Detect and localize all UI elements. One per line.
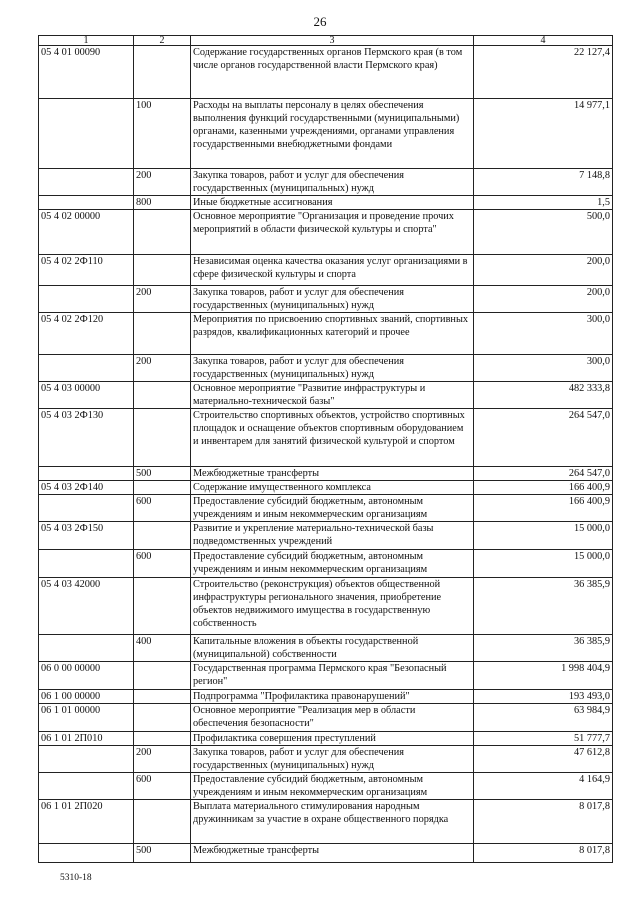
table-body: [39, 46, 613, 863]
row-amount: 51 777,7: [474, 732, 613, 746]
budget-table: [38, 35, 613, 863]
row-description: Предоставление субсидий бюджетным, автономным учреждениям и иным некоммерческим организациям: [191, 495, 474, 522]
table-row: [39, 704, 613, 732]
row-description: Профилактика совершения преступлений: [191, 732, 474, 746]
row-expense-type: 200: [134, 169, 191, 196]
table-row: [39, 382, 613, 409]
table-row: [39, 844, 613, 863]
row-amount: 63 984,9: [474, 704, 613, 732]
table-row: [39, 467, 613, 481]
row-code: 05 4 02 2Ф110: [39, 255, 134, 286]
row-expense-type: [134, 522, 191, 550]
row-amount: 36 385,9: [474, 578, 613, 635]
table-row: [39, 773, 613, 800]
row-amount: 482 333,8: [474, 382, 613, 409]
table-row: [39, 409, 613, 467]
table-row: [39, 578, 613, 635]
column-header: 2: [134, 36, 191, 46]
row-expense-type: [134, 481, 191, 495]
row-code: [39, 773, 134, 800]
row-code: 05 4 02 2Ф120: [39, 313, 134, 355]
row-expense-type: [134, 255, 191, 286]
table-header-row: [39, 36, 613, 46]
row-amount: 8 017,8: [474, 844, 613, 863]
row-expense-type: [134, 210, 191, 255]
row-expense-type: 200: [134, 286, 191, 313]
table-row: [39, 355, 613, 382]
column-header: 3: [191, 36, 474, 46]
table-row: [39, 210, 613, 255]
row-expense-type: 500: [134, 844, 191, 863]
table-row: [39, 550, 613, 578]
row-amount: 264 547,0: [474, 467, 613, 481]
row-code: [39, 495, 134, 522]
row-expense-type: [134, 409, 191, 467]
row-code: 05 4 02 00000: [39, 210, 134, 255]
row-description: Строительство спортивных объектов, устройство спортивных площадок и оснащение объектов спортивным оборудованием и инвентарем для занятий физической культурой и спортом: [191, 409, 474, 467]
row-code: [39, 196, 134, 210]
row-expense-type: 500: [134, 467, 191, 481]
row-amount: 166 400,9: [474, 481, 613, 495]
table-row: [39, 99, 613, 169]
row-description: Капитальные вложения в объекты государственной (муниципальной) собственности: [191, 635, 474, 662]
row-expense-type: [134, 578, 191, 635]
row-expense-type: 600: [134, 495, 191, 522]
row-description: Предоставление субсидий бюджетным, автономным учреждениям и иным некоммерческим организациям: [191, 773, 474, 800]
row-amount: 200,0: [474, 286, 613, 313]
row-amount: 166 400,9: [474, 495, 613, 522]
row-description: Закупка товаров, работ и услуг для обеспечения государственных (муниципальных) нужд: [191, 169, 474, 196]
row-code: 05 4 03 2Ф130: [39, 409, 134, 467]
row-expense-type: 200: [134, 746, 191, 773]
row-description: Основное мероприятие "Развитие инфраструктуры и материально-технической базы": [191, 382, 474, 409]
row-amount: 200,0: [474, 255, 613, 286]
row-code: 05 4 03 2Ф140: [39, 481, 134, 495]
table-row: [39, 196, 613, 210]
row-description: Закупка товаров, работ и услуг для обеспечения государственных (муниципальных) нужд: [191, 286, 474, 313]
row-description: Содержание государственных органов Пермского края (в том числе органов государственной власти Пермского края): [191, 46, 474, 99]
table-row: [39, 495, 613, 522]
row-description: Подпрограмма "Профилактика правонарушений": [191, 690, 474, 704]
row-expense-type: [134, 704, 191, 732]
table-row: [39, 169, 613, 196]
table-row: [39, 286, 613, 313]
row-amount: 47 612,8: [474, 746, 613, 773]
row-amount: 500,0: [474, 210, 613, 255]
row-amount: 300,0: [474, 355, 613, 382]
row-code: [39, 746, 134, 773]
row-expense-type: 600: [134, 773, 191, 800]
row-amount: 1 998 404,9: [474, 662, 613, 690]
row-expense-type: 600: [134, 550, 191, 578]
row-amount: 193 493,0: [474, 690, 613, 704]
row-code: 06 1 01 00000: [39, 704, 134, 732]
table-row: [39, 46, 613, 99]
row-description: Строительство (реконструкция) объектов общественной инфраструктуры регионального значения, приобретение объектов недвижимого имущества в государственную собственность: [191, 578, 474, 635]
row-amount: 36 385,9: [474, 635, 613, 662]
row-expense-type: [134, 690, 191, 704]
row-code: [39, 169, 134, 196]
row-description: Основное мероприятие "Реализация мер в области обеспечения безопасности": [191, 704, 474, 732]
row-expense-type: [134, 732, 191, 746]
row-expense-type: [134, 382, 191, 409]
row-code: [39, 99, 134, 169]
table-row: [39, 662, 613, 690]
table-row: [39, 635, 613, 662]
column-header: 4: [474, 36, 613, 46]
table-row: [39, 800, 613, 844]
row-description: Закупка товаров, работ и услуг для обеспечения государственных (муниципальных) нужд: [191, 746, 474, 773]
row-code: 05 4 03 42000: [39, 578, 134, 635]
row-expense-type: 400: [134, 635, 191, 662]
row-amount: 15 000,0: [474, 550, 613, 578]
row-code: 06 1 01 2П020: [39, 800, 134, 844]
row-code: [39, 286, 134, 313]
row-description: Основное мероприятие "Организация и проведение прочих мероприятий в области физической культуры и спорта": [191, 210, 474, 255]
row-description: Содержание имущественного комплекса: [191, 481, 474, 495]
row-expense-type: [134, 46, 191, 99]
footer-document-code: 5310-18: [60, 873, 92, 883]
row-description: Независимая оценка качества оказания услуг организациями в сфере физической культуры и спорта: [191, 255, 474, 286]
row-description: Государственная программа Пермского края "Безопасный регион": [191, 662, 474, 690]
row-expense-type: 800: [134, 196, 191, 210]
row-amount: 4 164,9: [474, 773, 613, 800]
row-description: Межбюджетные трансферты: [191, 844, 474, 863]
row-code: [39, 550, 134, 578]
table-row: [39, 690, 613, 704]
row-amount: 8 017,8: [474, 800, 613, 844]
row-description: Расходы на выплаты персоналу в целях обеспечения выполнения функций государственными (муниципальными) органами, казенными учреждениями, органами управления государственными внебюджетными фондами: [191, 99, 474, 169]
page-number: 26: [313, 14, 327, 29]
row-amount: 1,5: [474, 196, 613, 210]
table-row: [39, 746, 613, 773]
row-expense-type: 200: [134, 355, 191, 382]
column-header: 1: [39, 36, 134, 46]
row-code: 06 0 00 00000: [39, 662, 134, 690]
row-amount: 15 000,0: [474, 522, 613, 550]
row-description: Развитие и укрепление материально-технической базы подведомственных учреждений: [191, 522, 474, 550]
row-expense-type: [134, 662, 191, 690]
row-amount: 7 148,8: [474, 169, 613, 196]
row-code: 06 1 01 2П010: [39, 732, 134, 746]
row-description: Закупка товаров, работ и услуг для обеспечения государственных (муниципальных) нужд: [191, 355, 474, 382]
row-code: 05 4 03 2Ф150: [39, 522, 134, 550]
row-amount: 264 547,0: [474, 409, 613, 467]
row-code: [39, 635, 134, 662]
row-code: [39, 844, 134, 863]
row-expense-type: 100: [134, 99, 191, 169]
row-code: 05 4 03 00000: [39, 382, 134, 409]
table-row: [39, 255, 613, 286]
row-description: Межбюджетные трансферты: [191, 467, 474, 481]
row-amount: 300,0: [474, 313, 613, 355]
row-expense-type: [134, 800, 191, 844]
row-expense-type: [134, 313, 191, 355]
row-amount: 22 127,4: [474, 46, 613, 99]
row-amount: 14 977,1: [474, 99, 613, 169]
row-description: Мероприятия по присвоению спортивных званий, спортивных разрядов, квалификационных категорий и прочее: [191, 313, 474, 355]
row-description: Иные бюджетные ассигнования: [191, 196, 474, 210]
table-row: [39, 732, 613, 746]
row-code: 06 1 00 00000: [39, 690, 134, 704]
row-code: [39, 467, 134, 481]
table-row: [39, 313, 613, 355]
table-row: [39, 481, 613, 495]
table-row: [39, 522, 613, 550]
row-description: Выплата материального стимулирования народным дружинникам за участие в охране общественного порядка: [191, 800, 474, 844]
row-description: Предоставление субсидий бюджетным, автономным учреждениям и иным некоммерческим организациям: [191, 550, 474, 578]
row-code: 05 4 01 00090: [39, 46, 134, 99]
row-code: [39, 355, 134, 382]
